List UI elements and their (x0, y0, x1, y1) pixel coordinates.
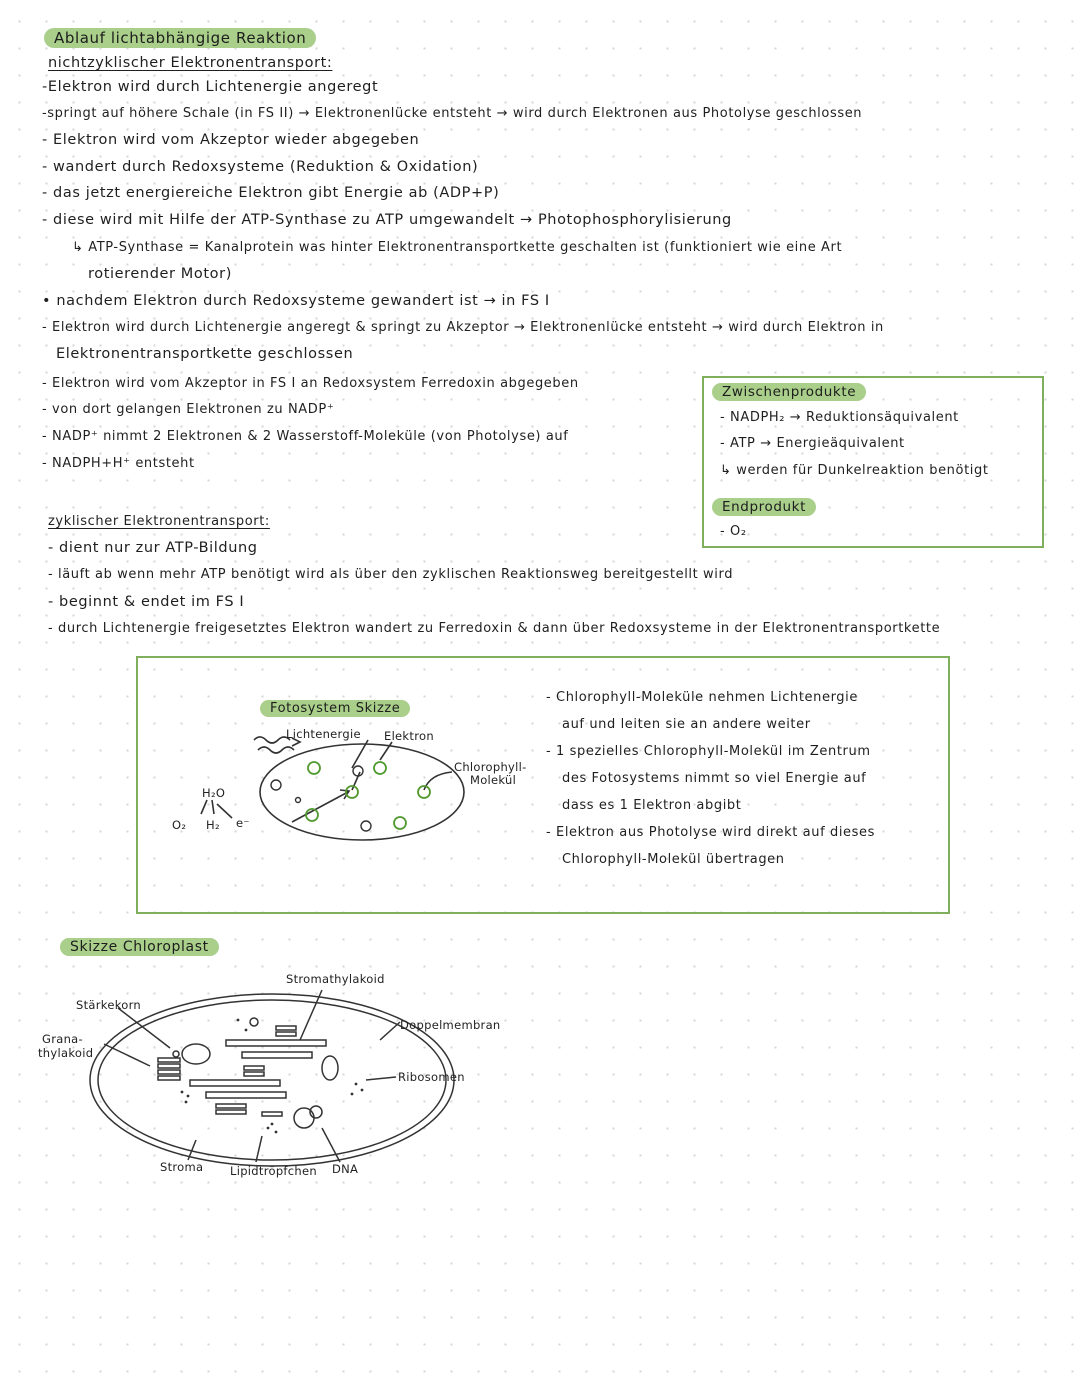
o2-label: O₂ (172, 818, 187, 832)
noncyclic-line: - das jetzt energiereiche Elektron gibt Energie ab (ADP+P) (42, 185, 500, 201)
double-membrane-label: Doppelmembran (400, 1018, 501, 1032)
photosystem-note: auf und leiten sie an andere weiter (562, 717, 811, 732)
noncyclic-line: - wandert durch Redoxsysteme (Reduktion & Oxidation) (42, 159, 479, 175)
light-energy-icon (254, 737, 290, 743)
photosystem-note: - Chlorophyll-Moleküle nehmen Lichtenergie (546, 690, 858, 705)
intermediate-line: - NADPH₂ → Reduktionsäquivalent (720, 410, 959, 425)
noncyclic-line: - NADP⁺ nimmt 2 Elektronen & 2 Wasserstoff-Moleküle (von Photolyse) auf (42, 429, 569, 444)
chlorophyll-icon (361, 821, 371, 831)
lipid-droplet-label: Lipidtröpfchen (230, 1164, 317, 1178)
electron-icon (296, 798, 301, 803)
chlorophyll-icon (418, 786, 430, 798)
h2-label: H₂ (206, 818, 220, 832)
dna-icon (294, 1108, 314, 1128)
noncyclic-line: - NADPH+H⁺ entsteht (42, 456, 195, 471)
noncyclic-line: rotierender Motor) (88, 266, 232, 282)
stromathylakoid-label: Stromathylakoid (286, 972, 385, 986)
photosystem-note: - 1 spezielles Chlorophyll-Molekül im Zentrum (546, 744, 871, 759)
chlorophyll-icon (308, 762, 320, 774)
photosystem-note: des Fotosystems nimmt so viel Energie auf (562, 771, 867, 786)
photosystem-note: dass es 1 Elektron abgibt (562, 798, 742, 813)
cyclic-line: - läuft ab wenn mehr ATP benötigt wird als über den zyklischen Reaktionsweg bereitgestellt wird (48, 567, 734, 582)
dna-label: DNA (332, 1162, 359, 1176)
chlorophyll-icon (353, 766, 363, 776)
end-product-line: - O₂ (720, 524, 747, 539)
noncyclic-line: -Elektron wird durch Lichtenergie angeregt (42, 79, 379, 95)
e-label: e⁻ (236, 816, 250, 830)
chlorophyll-icon (394, 817, 406, 829)
photosystem-note: Chlorophyll-Molekül übertragen (562, 852, 785, 867)
chlorophyll-icon (271, 780, 281, 790)
chlorophyll-label-2: Molekül (470, 773, 517, 787)
light-energy-label: Lichtenergie (286, 727, 361, 741)
cyclic-line: - beginnt & endet im FS I (48, 594, 245, 610)
intermediate-line: ↳ werden für Dunkelreaktion benötigt (720, 463, 989, 478)
photosystem-title: Fotosystem Skizze (260, 700, 410, 717)
noncyclic-line: Elektronentransportkette geschlossen (56, 346, 354, 362)
noncyclic-line: • nachdem Elektron durch Redoxsysteme gewandert ist → in FS I (42, 293, 550, 309)
intermediate-line: - ATP → Energieäquivalent (720, 436, 905, 451)
photosystem-note: - Elektron aus Photolyse wird direkt auf dieses (546, 825, 876, 840)
noncyclic-line: - diese wird mit Hilfe der ATP-Synthase zu ATP umgewandelt → Photophosphorylisierung (42, 212, 732, 228)
page-title: Ablauf lichtabhängige Reaktion (44, 28, 316, 48)
ribosomes-label: Ribosomen (398, 1070, 465, 1084)
chloroplast-title: Skizze Chloroplast (60, 938, 219, 956)
cyclic-title: zyklischer Elektronentransport: (48, 514, 270, 529)
noncyclic-title: nichtzyklischer Elektronentransport: (48, 55, 333, 71)
intermediate-title: Zwischenprodukte (712, 383, 866, 401)
noncyclic-line: -springt auf höhere Schale (in FS II) → Elektronenlücke entsteht → wird durch Elektronen aus Photolyse geschlossen (42, 106, 863, 121)
noncyclic-line: - Elektron wird durch Lichtenergie angeregt & springt zu Akzeptor → Elektronenlücke entsteht → wird durch Elektron in (42, 320, 884, 335)
noncyclic-line: - von dort gelangen Elektronen zu NADP⁺ (42, 402, 335, 417)
noncyclic-line: - Elektron wird vom Akzeptor wieder abgegeben (42, 132, 420, 148)
grana-thylakoid-icon (158, 1058, 180, 1080)
chlorophyll-label: Chlorophyll- (454, 760, 527, 774)
cyclic-line: - dient nur zur ATP-Bildung (48, 540, 258, 556)
starch-grain-icon (182, 1044, 210, 1064)
electron-label: Elektron (384, 729, 434, 743)
electron-arrow-icon (292, 792, 348, 822)
grana-label-2: thylakoid (38, 1046, 94, 1060)
lipid-droplet-icon (322, 1056, 338, 1080)
cyclic-line: - durch Lichtenergie freigesetztes Elektron wandert zu Ferredoxin & dann über Redoxsysteme in der Elektronentransportkette (48, 621, 941, 636)
chlorophyll-icon (374, 762, 386, 774)
noncyclic-line: ↳ ATP-Synthase = Kanalprotein was hinter Elektronentransportkette geschalten ist (funktioniert wie eine Art (72, 240, 843, 255)
photosystem-membrane (260, 744, 464, 840)
h2o-label: H₂O (202, 786, 226, 800)
starch-grain-label: Stärkekorn (76, 998, 142, 1012)
grana-label: Grana- (42, 1032, 83, 1046)
end-product-title: Endprodukt (712, 498, 816, 516)
noncyclic-line: - Elektron wird vom Akzeptor in FS I an Redoxsystem Ferredoxin abgegeben (42, 376, 579, 391)
stroma-label: Stroma (160, 1160, 204, 1174)
